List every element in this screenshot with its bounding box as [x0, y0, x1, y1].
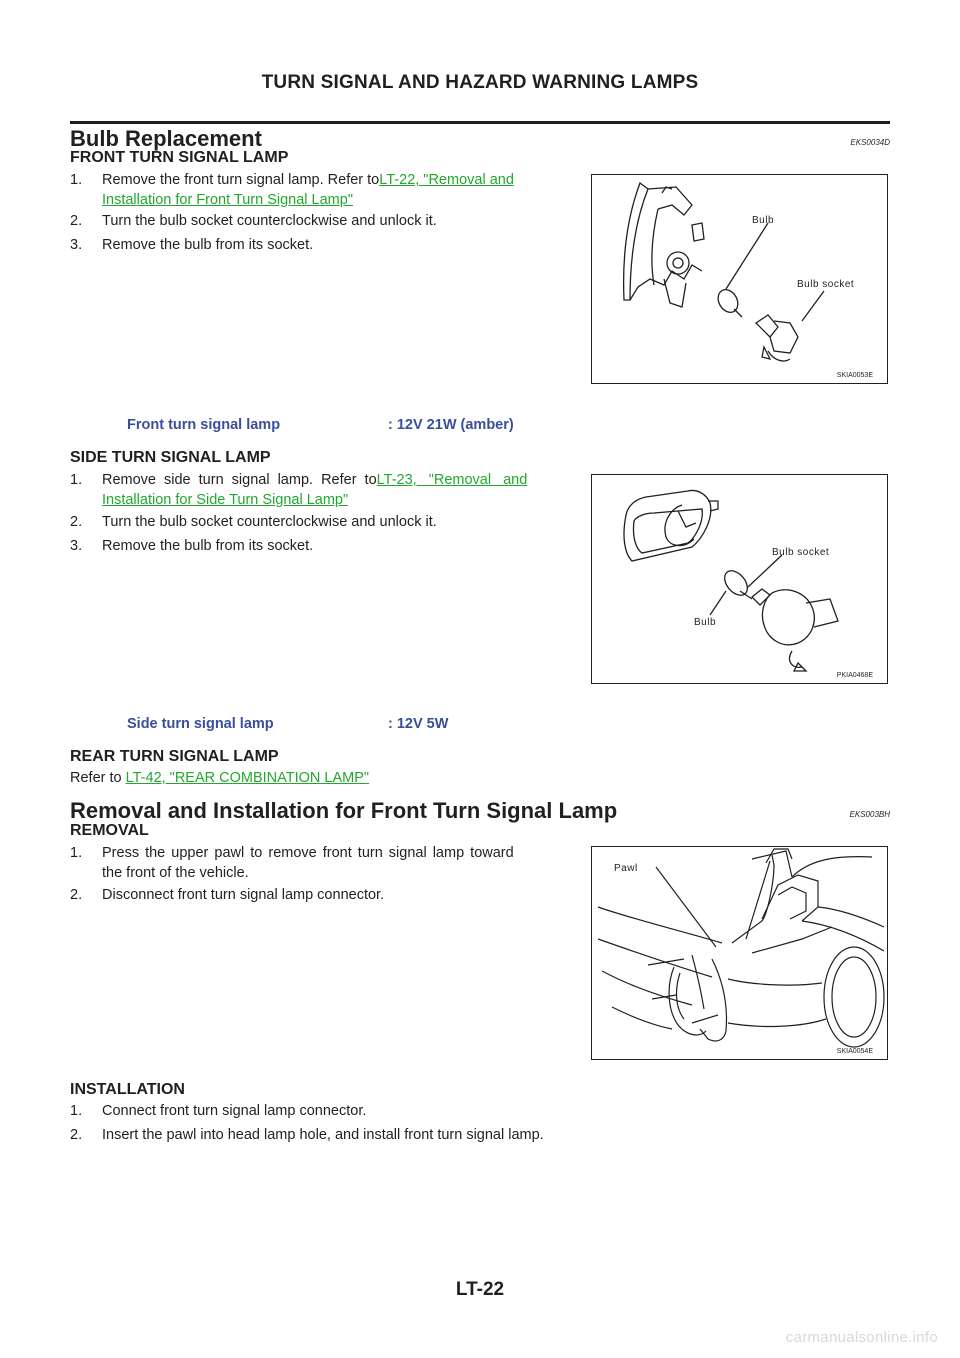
section-code: EKS003BH [849, 810, 890, 819]
heading-installation: INSTALLATION [70, 1081, 185, 1098]
link-lt-23[interactable]: LT-23, "Removal and [376, 472, 528, 488]
front-step-2 [70, 211, 580, 231]
callout-bulb: Bulb [752, 215, 775, 226]
figure-front-turn-signal-bulb [591, 174, 888, 384]
page-number: LT-22 [455, 1279, 505, 1300]
step-text: Remove side turn signal lamp. Refer to [102, 472, 377, 488]
link-lt-23-continued[interactable]: Installation for Side Turn Signal Lamp" [102, 492, 349, 508]
figure-front-lamp-removal [591, 846, 888, 1060]
step-text: Insert the pawl into head lamp hole, and install front turn signal lamp. [102, 1127, 544, 1143]
watermark: carmanualsonline.info [785, 1329, 938, 1346]
side-lamp-illustration [592, 475, 887, 683]
link-lt-22-continued[interactable]: Installation for Front Turn Signal Lamp" [102, 192, 353, 208]
installation-step-1 [70, 1101, 890, 1121]
figure-code: SKIA0053E [836, 372, 873, 379]
header-divider [70, 121, 890, 124]
callout-bulb-socket: Bulb socket [772, 547, 830, 558]
step-number: 2. [70, 1127, 83, 1143]
step-text: Remove the front turn signal lamp. Refer to [102, 172, 380, 188]
step-text: Connect front turn signal lamp connector. [102, 1103, 367, 1119]
step-text-line-1: Press the upper pawl to remove front turn signal lamp toward [102, 845, 514, 861]
heading-removal: REMOVAL [70, 822, 149, 839]
rear-reference [70, 768, 369, 788]
front-step-1 [70, 170, 580, 214]
section-title-bulb-replacement: Bulb Replacement [70, 126, 262, 151]
figure-code: SKIA0054E [836, 1048, 873, 1055]
step-number: 1. [70, 472, 83, 488]
step-text: Remove the bulb from its socket. [102, 237, 314, 253]
spec-front-label: Front turn signal lamp [127, 417, 281, 433]
step-number: 2. [70, 213, 83, 229]
removal-step-1 [70, 843, 580, 887]
removal-step-2 [70, 885, 580, 905]
front-step-3 [70, 235, 580, 255]
side-step-1 [70, 470, 580, 514]
link-lt-22[interactable]: LT-22, "Removal and [379, 172, 514, 188]
heading-rear-turn-signal-lamp: REAR TURN SIGNAL LAMP [70, 748, 279, 765]
callout-pawl: Pawl [614, 863, 638, 874]
side-step-3 [70, 536, 580, 556]
heading-side-turn-signal-lamp: SIDE TURN SIGNAL LAMP [70, 449, 271, 466]
heading-front-turn-signal-lamp: FRONT TURN SIGNAL LAMP [70, 149, 289, 166]
callout-bulb: Bulb [694, 617, 717, 628]
step-text: Disconnect front turn signal lamp connector. [102, 887, 385, 903]
step-number: 1. [70, 172, 83, 188]
step-number: 1. [70, 845, 83, 861]
side-step-2 [70, 512, 580, 532]
step-number: 1. [70, 1103, 83, 1119]
step-number: 2. [70, 887, 83, 903]
spec-side-label: Side turn signal lamp [127, 716, 274, 732]
installation-step-2 [70, 1125, 890, 1145]
refer-to-text: Refer to [70, 770, 122, 786]
step-number: 2. [70, 514, 83, 530]
spec-front-value: : 12V 21W (amber) [388, 417, 514, 433]
page-header-title: TURN SIGNAL AND HAZARD WARNING LAMPS [261, 72, 699, 93]
section-code: EKS0034D [850, 138, 890, 147]
step-number: 3. [70, 538, 83, 554]
figure-code: PKIA0468E [836, 672, 873, 679]
section-title-removal-installation: Removal and Installation for Front Turn Signal Lamp [70, 798, 618, 823]
callout-bulb-socket: Bulb socket [797, 279, 855, 290]
link-lt-42[interactable]: LT-42, "REAR COMBINATION LAMP" [125, 770, 370, 786]
step-text: Turn the bulb socket counterclockwise and unlock it. [102, 514, 437, 530]
step-number: 3. [70, 237, 83, 253]
spec-side-value: : 12V 5W [388, 716, 449, 732]
vehicle-illustration [592, 847, 887, 1059]
step-text: Remove the bulb from its socket. [102, 538, 314, 554]
step-text-line-2: the front of the vehicle. [102, 865, 249, 881]
step-text: Turn the bulb socket counterclockwise and unlock it. [102, 213, 437, 229]
figure-side-turn-signal-bulb [591, 474, 888, 684]
